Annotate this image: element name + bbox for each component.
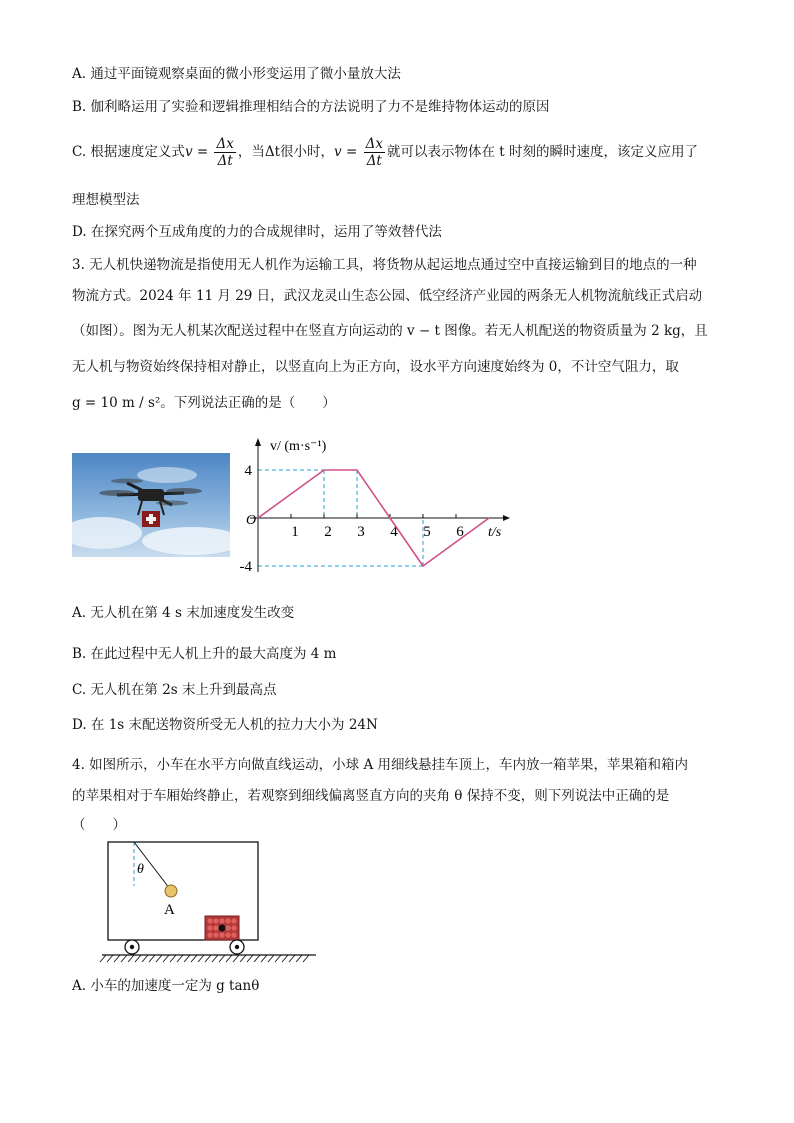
cart-diagram <box>72 838 322 968</box>
ball-label: A <box>164 902 175 918</box>
chart-xlabel: t/s <box>488 525 502 540</box>
hatch-mark <box>233 955 239 962</box>
hatch-mark <box>289 955 295 962</box>
q2-option-c <box>72 136 698 169</box>
fraction-numerator: Δx <box>216 136 234 152</box>
chart-origin-label: O <box>246 513 257 528</box>
q2-option-a: A. 通过平面镜观察桌面的微小形变运用了微小量放大法 <box>72 66 401 82</box>
q2-option-d: D. 在探究两个互成角度的力的合成规律时，运用了等效替代法 <box>72 224 442 240</box>
q3-option-c: C. 无人机在第 2s 末上升到最高点 <box>72 682 277 698</box>
y-axis-arrow <box>255 438 261 446</box>
fraction-denominator: Δt <box>217 153 233 169</box>
x-tick-label-5: 5 <box>423 524 431 540</box>
hatch-mark <box>261 955 267 962</box>
hatch-mark <box>198 955 204 962</box>
hatch-mark <box>205 955 211 962</box>
drone-photo <box>72 453 230 557</box>
hatch-mark <box>240 955 246 962</box>
hatch-mark <box>177 955 183 962</box>
q2-option-b: B. 伽利略运用了实验和逻辑推理相结合的方法说明了力不是维持物体运动的原因 <box>72 99 550 115</box>
hatch-mark <box>107 955 113 962</box>
q4-stem-line3: （ ） <box>72 817 126 833</box>
hatch-mark <box>163 955 169 962</box>
q3-stem-line2: 物流方式。2024 年 11 月 29 日，武汉龙灵山生态公园、低空经济产业园的两条无人机物流航线正式启动 <box>72 288 703 304</box>
hatch-mark <box>128 955 134 962</box>
formula-eq: = <box>192 144 213 160</box>
hatch-mark <box>247 955 253 962</box>
q2-option-c-suffix: 就可以表示物体在 t 时刻的瞬时速度，该定义应用了 <box>386 144 698 160</box>
hatch-mark <box>156 955 162 962</box>
q4-stem-line2: 的苹果相对于车厢始终静止，若观察到细线偏离竖直方向的夹角 θ 保持不变，则下列说法中正确的是 <box>72 788 670 804</box>
x-tick-label-4: 4 <box>390 524 398 540</box>
formula-v-2: v <box>334 144 342 160</box>
q3-option-d: D. 在 1s 末配送物资所受无人机的拉力大小为 24N <box>72 717 378 733</box>
hatch-mark <box>184 955 190 962</box>
y-tick-label-neg4: -4 <box>239 559 252 575</box>
hatch-mark <box>296 955 302 962</box>
x-tick-label-6: 6 <box>456 524 464 540</box>
q3-stem-line1: 3. 无人机快递物流是指使用无人机作为运输工具，将货物从起运地点通过空中直接运输到目的地点的一种 <box>72 257 697 273</box>
hatch-mark <box>191 955 197 962</box>
formula-fraction <box>214 136 235 169</box>
hatch-mark <box>149 955 155 962</box>
q3-stem-line5: g = 10 m / s²。下列说法正确的是（ ） <box>72 395 336 411</box>
vt-chart <box>238 432 513 582</box>
x-tick-label-1: 1 <box>291 524 299 540</box>
x-tick-label-3: 3 <box>357 524 365 540</box>
hatch-mark <box>254 955 260 962</box>
hatch-mark <box>114 955 120 962</box>
q3-stem-line4: 无人机与物资始终保持相对静止，以竖直向上为正方向，设水平方向速度始终为 0，不计空气阻力，取 <box>72 359 679 375</box>
q4-option-a: A. 小车的加速度一定为 g tanθ <box>72 978 260 994</box>
hatch-mark <box>282 955 288 962</box>
q2-option-c-line2: 理想模型法 <box>72 192 140 208</box>
x-axis-arrow <box>503 515 510 521</box>
ball-a <box>165 885 177 897</box>
q2-option-c-prefix: C. 根据速度定义式 <box>72 144 185 160</box>
hatch-mark <box>268 955 274 962</box>
hatch-mark <box>100 955 106 962</box>
hatch-mark <box>226 955 232 962</box>
hatch-mark <box>275 955 281 962</box>
hatch-mark <box>219 955 225 962</box>
hatch-mark <box>135 955 141 962</box>
formula-eq-2: = <box>341 144 362 160</box>
q3-option-b: B. 在此过程中无人机上升的最大高度为 4 m <box>72 646 337 662</box>
chart-ylabel: v/ (m·s⁻¹) <box>270 439 327 454</box>
hatch-mark <box>303 955 309 962</box>
q2-option-c-mid: ，当Δt很小时， <box>237 144 335 160</box>
apple-box <box>205 916 239 940</box>
q3-option-a: A. 无人机在第 4 s 末加速度发生改变 <box>72 605 295 621</box>
y-tick-label-pos4: 4 <box>244 463 252 479</box>
hatch-mark <box>170 955 176 962</box>
hatch-mark <box>142 955 148 962</box>
x-tick-label-2: 2 <box>324 524 332 540</box>
formula-fraction-2 <box>364 136 385 169</box>
formula-v: v <box>184 144 193 160</box>
hatch-mark <box>212 955 218 962</box>
fraction-numerator-2: Δx <box>365 136 383 152</box>
q4-stem-line1: 4. 如图所示，小车在水平方向做直线运动，小球 A 用细线悬挂车顶上，车内放一箱苹果，苹果箱和箱内 <box>72 757 689 773</box>
hatch-mark <box>121 955 127 962</box>
q3-stem-line3: （如图）。图为无人机某次配送过程中在竖直方向运动的 v − t 图像。若无人机配送的物资质量为 2 kg，且 <box>72 323 708 339</box>
ground-hatch <box>100 955 309 962</box>
angle-label: θ <box>137 862 144 877</box>
fraction-denominator-2: Δt <box>366 153 382 169</box>
